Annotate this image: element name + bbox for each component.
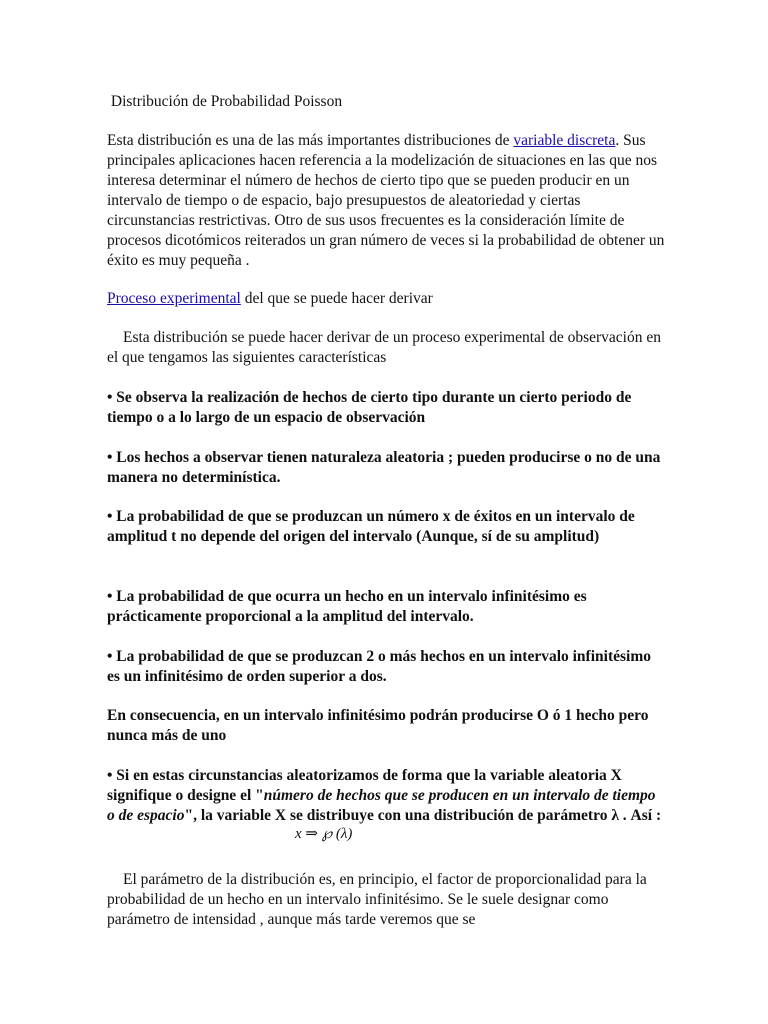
consecuencia-paragraph: En consecuencia, en un intervalo infinitésimo podrán producirse O ó 1 hecho pero nunca más de uno [107, 707, 649, 744]
poisson-formula: x ⇒ ℘ (λ) [295, 826, 353, 842]
bullet-6-text-2: ", la variable X se distribuye con una distribución de parámetro λ . Así : [184, 807, 662, 824]
derivar-text: Esta distribución se puede hacer derivar de un proceso experimental de observación en el que tengamos las siguientes características [107, 329, 661, 366]
parametro-paragraph [107, 870, 667, 930]
bullet-3: • La probabilidad de que se produzcan un número x de éxitos en un intervalo de amplitud t no depende del origen del intervalo (Aunque, sí de su amplitud) [107, 508, 635, 545]
derivar-paragraph [107, 328, 667, 368]
proceso-paragraph [107, 289, 667, 309]
intro-text-before: Esta distribución es una de las más importantes distribuciones de [107, 132, 514, 149]
bullet-6-text-1: • Si en estas circunstancias aleatorizamos de forma que la variable aleatoria X signifique o designe el " [107, 767, 622, 804]
title-text: Distribución de Probabilidad Poisson [110, 93, 343, 110]
document-title [107, 92, 667, 112]
bullet-2: • Los hechos a observar tienen naturaleza aleatoria ; pueden producirse o no de una manera no determinística. [107, 449, 661, 486]
intro-paragraph [107, 131, 667, 271]
intro-text-after: . Sus principales aplicaciones hacen referencia a la modelización de situaciones en las que nos interesa determinar el número de hechos de cierto tipo que se pueden producir en un intervalo de tiempo o de espacio, bajo presupuestos de aleatoriedad y ciertas circunstancias restrictivas. Otro de sus usos frecuentes es la consideración límite de procesos dicotómicos reiterados un gran número de veces si la probabilidad de obtener un éxito es muy pequeña . [107, 132, 665, 269]
variable-discreta-link[interactable]: variable discreta [513, 132, 616, 149]
parametro-text: El parámetro de la distribución es, en principio, el factor de proporcionalidad para la probabilidad de un hecho en un intervalo infinitésimo. Se le suele designar como parámetro de intensidad , aunque más tarde veremos que se [107, 871, 647, 928]
proceso-text: del que se puede hacer derivar [240, 290, 433, 307]
bullet-1: • Se observa la realización de hechos de cierto tipo durante un cierto periodo de tiempo o a lo largo de un espacio de observación [107, 389, 632, 426]
bullet-5: • La probabilidad de que se produzcan 2 o más hechos en un intervalo infinitésimo es un infinitésimo de orden superior a dos. [107, 648, 651, 685]
proceso-experimental-link[interactable]: Proceso experimental [107, 290, 241, 307]
bullet-4: • La probabilidad de que ocurra un hecho en un intervalo infinitésimo es prácticamente proporcional a la amplitud del intervalo. [107, 588, 587, 625]
bullet-6 [107, 766, 667, 826]
bullet-6-italic: número de hechos que se producen en un intervalo de tiempo o de espacio [107, 787, 656, 824]
